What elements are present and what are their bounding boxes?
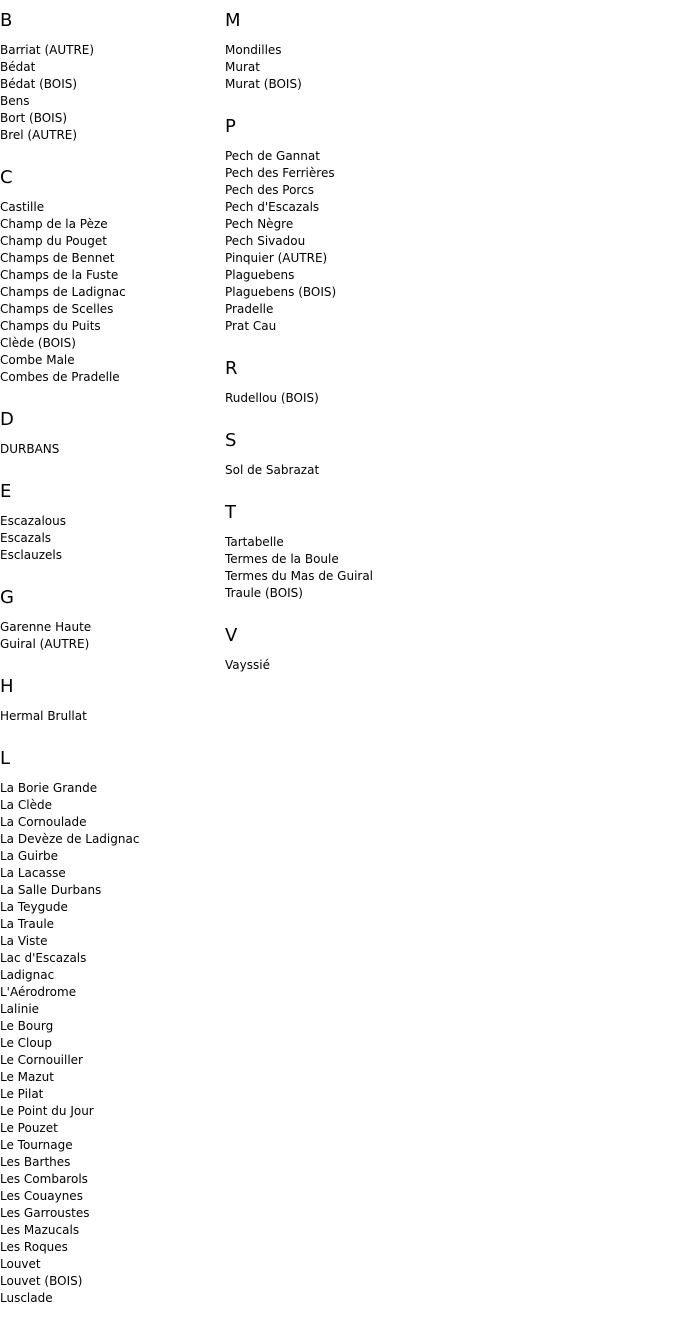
letter-heading: R bbox=[225, 358, 238, 379]
place-link-lac-d-escazals[interactable]: Lac d'Escazals bbox=[0, 951, 87, 965]
place-link-la-cornoulade[interactable]: La Cornoulade bbox=[0, 815, 87, 829]
place-link-la-borie-grande[interactable]: La Borie Grande bbox=[0, 781, 98, 795]
place-link-la-clede[interactable]: La Clède bbox=[0, 798, 52, 812]
place-link-bedat-bois[interactable]: Bédat (BOIS) bbox=[0, 77, 78, 91]
place-list bbox=[0, 708, 225, 725]
place-link-pech-des-ferrieres[interactable]: Pech des Ferrières bbox=[225, 166, 335, 180]
letter-group-v bbox=[225, 625, 525, 674]
letter-group-d bbox=[0, 409, 225, 458]
place-link-le-cornouiller[interactable]: Le Cornouiller bbox=[0, 1053, 83, 1067]
place-link-la-viste[interactable]: La Viste bbox=[0, 934, 48, 948]
place-link-champs-du-puits[interactable]: Champs du Puits bbox=[0, 319, 101, 333]
place-link-le-point-du-jour[interactable]: Le Point du Jour bbox=[0, 1104, 94, 1118]
place-link-champ-de-la-peze[interactable]: Champ de la Pèze bbox=[0, 217, 108, 231]
place-link-termes-du-mas-de-guiral[interactable]: Termes du Mas de Guiral bbox=[225, 569, 374, 583]
place-list bbox=[225, 148, 525, 335]
place-link-vayssie[interactable]: Vayssié bbox=[225, 658, 270, 672]
place-link-les-garroustes[interactable]: Les Garroustes bbox=[0, 1206, 90, 1220]
place-list bbox=[0, 42, 225, 144]
place-link-murat-bois[interactable]: Murat (BOIS) bbox=[225, 77, 302, 91]
letter-group-b bbox=[0, 10, 225, 144]
place-list bbox=[225, 462, 525, 479]
place-link-le-bourg[interactable]: Le Bourg bbox=[0, 1019, 54, 1033]
place-list bbox=[225, 390, 525, 407]
place-link-combes-de-pradelle[interactable]: Combes de Pradelle bbox=[0, 370, 120, 384]
letter-group-e bbox=[0, 481, 225, 564]
letter-heading: B bbox=[0, 10, 13, 31]
letter-group-c bbox=[0, 167, 225, 386]
place-link-pradelle[interactable]: Pradelle bbox=[225, 302, 274, 316]
place-list bbox=[0, 619, 225, 653]
place-link-bort-bois[interactable]: Bort (BOIS) bbox=[0, 111, 68, 125]
place-link-pech-d-escazals[interactable]: Pech d'Escazals bbox=[225, 200, 320, 214]
place-link-escazals[interactable]: Escazals bbox=[0, 531, 52, 545]
place-list bbox=[225, 534, 525, 602]
letter-heading: L bbox=[0, 748, 11, 769]
place-list bbox=[0, 780, 225, 1307]
place-link-plaguebens-bois[interactable]: Plaguebens (BOIS) bbox=[225, 285, 337, 299]
letter-heading: S bbox=[225, 430, 237, 451]
place-link-le-mazut[interactable]: Le Mazut bbox=[0, 1070, 54, 1084]
place-link-clede-bois[interactable]: Clède (BOIS) bbox=[0, 336, 76, 350]
place-link-champs-de-scelles[interactable]: Champs de Scelles bbox=[0, 302, 114, 316]
place-link-murat[interactable]: Murat bbox=[225, 60, 260, 74]
left-column bbox=[0, 10, 225, 1330]
place-link-prat-cau[interactable]: Prat Cau bbox=[225, 319, 277, 333]
place-link-la-teygude[interactable]: La Teygude bbox=[0, 900, 68, 914]
place-link-lalinie[interactable]: Lalinie bbox=[0, 1002, 40, 1016]
place-link-escazalous[interactable]: Escazalous bbox=[0, 514, 66, 528]
letter-heading: M bbox=[225, 10, 241, 31]
place-link-pech-des-porcs[interactable]: Pech des Porcs bbox=[225, 183, 314, 197]
place-link-les-combarols[interactable]: Les Combarols bbox=[0, 1172, 88, 1186]
place-list bbox=[225, 42, 525, 93]
place-link-le-pouzet[interactable]: Le Pouzet bbox=[0, 1121, 58, 1135]
place-link-le-pilat[interactable]: Le Pilat bbox=[0, 1087, 44, 1101]
place-link-la-guirbe[interactable]: La Guirbe bbox=[0, 849, 59, 863]
place-link-lusclade[interactable]: Lusclade bbox=[0, 1291, 53, 1305]
letter-group-h bbox=[0, 676, 225, 725]
letter-heading: G bbox=[0, 587, 14, 608]
place-link-sol-de-sabrazat[interactable]: Sol de Sabrazat bbox=[225, 463, 320, 477]
place-link-la-deveze-de-ladignac[interactable]: La Devèze de Ladignac bbox=[0, 832, 140, 846]
letter-heading: C bbox=[0, 167, 13, 188]
letter-group-g bbox=[0, 587, 225, 653]
letter-group-t bbox=[225, 502, 525, 602]
right-column bbox=[225, 10, 525, 697]
place-link-la-lacasse[interactable]: La Lacasse bbox=[0, 866, 66, 880]
place-link-brel-autre[interactable]: Brel (AUTRE) bbox=[0, 128, 78, 142]
place-link-pech-negre[interactable]: Pech Nègre bbox=[225, 217, 294, 231]
letter-group-s bbox=[225, 430, 525, 479]
place-link-tartabelle[interactable]: Tartabelle bbox=[225, 535, 284, 549]
place-link-les-mazucals[interactable]: Les Mazucals bbox=[0, 1223, 80, 1237]
letter-group-l bbox=[0, 748, 225, 1307]
place-link-champs-de-ladignac[interactable]: Champs de Ladignac bbox=[0, 285, 126, 299]
letter-group-m bbox=[225, 10, 525, 93]
place-link-champs-de-la-fuste[interactable]: Champs de la Fuste bbox=[0, 268, 119, 282]
place-link-les-barthes[interactable]: Les Barthes bbox=[0, 1155, 71, 1169]
place-link-pinquier-autre[interactable]: Pinquier (AUTRE) bbox=[225, 251, 328, 265]
place-link-les-roques[interactable]: Les Roques bbox=[0, 1240, 68, 1254]
place-list bbox=[0, 441, 225, 458]
place-link-la-traule[interactable]: La Traule bbox=[0, 917, 55, 931]
place-link-garenne-haute[interactable]: Garenne Haute bbox=[0, 620, 92, 634]
letter-group-p bbox=[225, 116, 525, 335]
place-link-esclauzels[interactable]: Esclauzels bbox=[0, 548, 62, 562]
place-link-champs-de-bennet[interactable]: Champs de Bennet bbox=[0, 251, 115, 265]
place-link-le-tournage[interactable]: Le Tournage bbox=[0, 1138, 73, 1152]
letter-heading: V bbox=[225, 625, 238, 646]
place-link-l-aerodrome[interactable]: L'Aérodrome bbox=[0, 985, 77, 999]
letter-heading: P bbox=[225, 116, 236, 137]
place-link-les-couaynes[interactable]: Les Couaynes bbox=[0, 1189, 83, 1203]
letter-heading: T bbox=[225, 502, 236, 523]
place-list bbox=[0, 199, 225, 386]
letter-heading: D bbox=[0, 409, 14, 430]
place-link-bedat[interactable]: Bédat bbox=[0, 60, 36, 74]
place-list bbox=[0, 513, 225, 564]
place-link-hermal-brullat[interactable]: Hermal Brullat bbox=[0, 709, 87, 723]
place-link-pech-de-gannat[interactable]: Pech de Gannat bbox=[225, 149, 320, 163]
place-list bbox=[225, 657, 525, 674]
place-link-castille[interactable]: Castille bbox=[0, 200, 45, 214]
letter-heading: H bbox=[0, 676, 14, 697]
place-link-louvet-bois[interactable]: Louvet (BOIS) bbox=[0, 1274, 83, 1288]
place-link-barriat-autre[interactable]: Barriat (AUTRE) bbox=[0, 43, 95, 57]
place-link-mondilles[interactable]: Mondilles bbox=[225, 43, 282, 57]
letter-heading: E bbox=[0, 481, 12, 502]
place-link-champ-du-pouget[interactable]: Champ du Pouget bbox=[0, 234, 107, 248]
place-link-traule-bois[interactable]: Traule (BOIS) bbox=[225, 586, 303, 600]
place-link-durbans[interactable]: DURBANS bbox=[0, 442, 60, 456]
place-link-le-cloup[interactable]: Le Cloup bbox=[0, 1036, 52, 1050]
place-link-la-salle-durbans[interactable]: La Salle Durbans bbox=[0, 883, 102, 897]
letter-group-r bbox=[225, 358, 525, 407]
place-link-bens[interactable]: Bens bbox=[0, 94, 30, 108]
place-link-plaguebens[interactable]: Plaguebens bbox=[225, 268, 295, 282]
place-link-guiral-autre[interactable]: Guiral (AUTRE) bbox=[0, 637, 90, 651]
place-link-rudellou-bois[interactable]: Rudellou (BOIS) bbox=[225, 391, 319, 405]
place-link-ladignac[interactable]: Ladignac bbox=[0, 968, 55, 982]
place-link-termes-de-la-boule[interactable]: Termes de la Boule bbox=[225, 552, 339, 566]
place-link-pech-sivadou[interactable]: Pech Sivadou bbox=[225, 234, 306, 248]
place-link-combe-male[interactable]: Combe Male bbox=[0, 353, 75, 367]
place-link-louvet[interactable]: Louvet bbox=[0, 1257, 41, 1271]
